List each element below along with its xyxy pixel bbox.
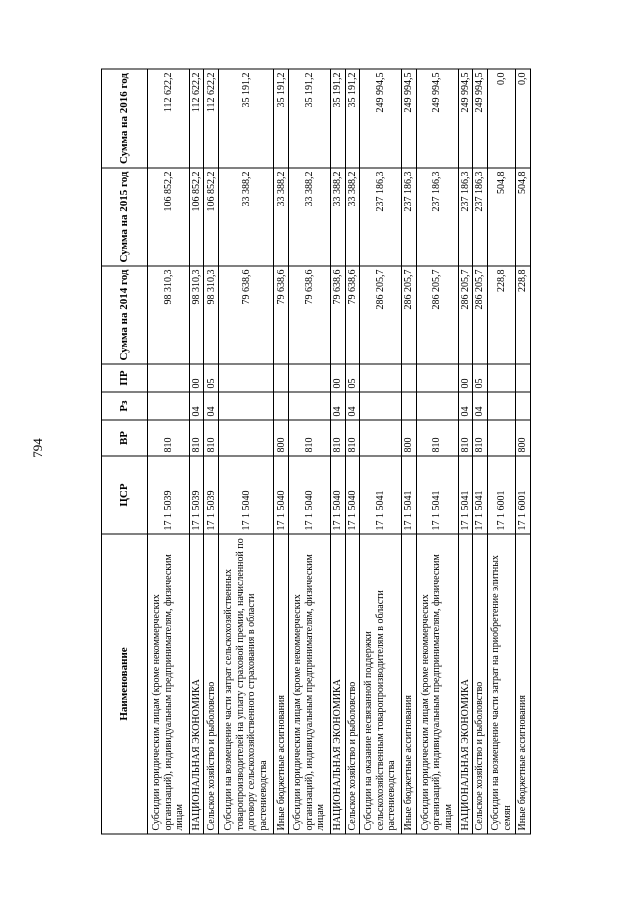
- cell-vr: 800: [274, 420, 289, 456]
- table-row: [189, 69, 204, 834]
- cell-csr: 17 1 5040: [345, 456, 360, 534]
- cell-name: Сельское хозяйство и рыболовство: [345, 534, 360, 834]
- cell-csr: 17 1 6001: [487, 456, 515, 534]
- cell-sum-2016: 0,0: [516, 69, 531, 168]
- cell-sum-2015: 106 852,2: [148, 168, 190, 266]
- cell-sum-2014: 79 638,6: [289, 266, 331, 364]
- cell-sum-2015: 504,8: [516, 168, 531, 266]
- cell-sum-2016: 112 622,2: [204, 69, 219, 168]
- cell-rz: [516, 392, 531, 420]
- cell-sum-2015: 237 186,3: [458, 168, 473, 266]
- cell-rz: [148, 392, 190, 420]
- cell-sum-2015: 33 388,2: [289, 168, 331, 266]
- cell-sum-2015: 237 186,3: [360, 168, 402, 266]
- cell-rz: 04: [189, 392, 204, 420]
- cell-rz: 04: [473, 392, 488, 420]
- cell-sum-2015: 237 186,3: [416, 168, 458, 266]
- table-row: [458, 69, 473, 834]
- cell-vr: [360, 420, 402, 456]
- cell-csr: 17 1 5041: [402, 456, 417, 534]
- cell-vr: [487, 420, 515, 456]
- cell-vr: 800: [402, 420, 417, 456]
- header-sum-2015: Сумма на 2015 год: [102, 168, 148, 266]
- cell-sum-2016: 35 191,2: [345, 69, 360, 168]
- cell-csr: 17 1 5040: [219, 456, 274, 534]
- cell-rz: [487, 392, 515, 420]
- cell-vr: 810: [345, 420, 360, 456]
- cell-sum-2016: 249 994,5: [458, 69, 473, 168]
- cell-pr: 05: [345, 364, 360, 392]
- cell-pr: [274, 364, 289, 392]
- cell-sum-2016: 0,0: [487, 69, 515, 168]
- table-row: [345, 69, 360, 834]
- table-row: [402, 69, 417, 834]
- cell-sum-2015: 504,8: [487, 168, 515, 266]
- table-row: [416, 69, 458, 834]
- cell-csr: 17 1 5041: [473, 456, 488, 534]
- rotated-table-container: [101, 70, 531, 835]
- cell-name: Сельское хозяйство и рыболовство: [204, 534, 219, 834]
- cell-sum-2016: 249 994,5: [360, 69, 402, 168]
- cell-pr: [360, 364, 402, 392]
- table-row: [473, 69, 488, 834]
- cell-name: Субсидии на оказание несвязанной поддержки сельскохозяйственным товаропроизводителям в области растениеводства: [360, 534, 402, 834]
- cell-sum-2014: 79 638,6: [274, 266, 289, 364]
- cell-rz: 04: [330, 392, 345, 420]
- cell-name: Субсидии юридическим лицам (кроме некоммерческих организаций), индивидуальным предпринимателям, физическим лицам: [416, 534, 458, 834]
- cell-vr: 810: [289, 420, 331, 456]
- header-vr: ВР: [102, 420, 148, 456]
- header-pr: ПР: [102, 364, 148, 392]
- cell-vr: 800: [516, 420, 531, 456]
- cell-sum-2014: 98 310,3: [189, 266, 204, 364]
- header-csr: ЦСР: [102, 456, 148, 534]
- cell-name: Субсидии на возмещение части затрат на приобретение элитных семян: [487, 534, 515, 834]
- cell-rz: 04: [204, 392, 219, 420]
- cell-vr: 810: [330, 420, 345, 456]
- cell-pr: [516, 364, 531, 392]
- table-row: [274, 69, 289, 834]
- cell-pr: 00: [189, 364, 204, 392]
- cell-sum-2014: 286 205,7: [458, 266, 473, 364]
- cell-name: Субсидии на возмещение части затрат сельскохозяйственных товаропроизводителей на уплату страховой премии, начисленной по договору сельскохозяйственного страхования в области растениеводства: [219, 534, 274, 834]
- cell-rz: [416, 392, 458, 420]
- cell-sum-2014: 79 638,6: [330, 266, 345, 364]
- cell-sum-2015: 33 388,2: [274, 168, 289, 266]
- cell-vr: 810: [189, 420, 204, 456]
- cell-sum-2014: 228,8: [516, 266, 531, 364]
- table-row: [360, 69, 402, 834]
- cell-name: НАЦИОНАЛЬНАЯ ЭКОНОМИКА: [189, 534, 204, 834]
- cell-sum-2014: 286 205,7: [402, 266, 417, 364]
- cell-sum-2015: 237 186,3: [402, 168, 417, 266]
- table-row: [289, 69, 331, 834]
- cell-vr: 810: [204, 420, 219, 456]
- cell-vr: 810: [458, 420, 473, 456]
- cell-sum-2016: 35 191,2: [289, 69, 331, 168]
- cell-rz: [289, 392, 331, 420]
- cell-csr: 17 1 6001: [516, 456, 531, 534]
- cell-csr: 17 1 5039: [189, 456, 204, 534]
- table-row: [516, 69, 531, 834]
- cell-name: Иные бюджетные ассигнования: [516, 534, 531, 834]
- cell-vr: 810: [416, 420, 458, 456]
- cell-sum-2015: 106 852,2: [189, 168, 204, 266]
- budget-table: [101, 69, 531, 835]
- cell-rz: [274, 392, 289, 420]
- cell-sum-2015: 33 388,2: [219, 168, 274, 266]
- cell-csr: 17 1 5039: [148, 456, 190, 534]
- cell-name: Субсидии юридическим лицам (кроме некоммерческих организаций), индивидуальным предпринимателям, физическим лицам: [148, 534, 190, 834]
- cell-vr: [219, 420, 274, 456]
- table-row: [330, 69, 345, 834]
- table-row: [219, 69, 274, 834]
- cell-sum-2014: 79 638,6: [345, 266, 360, 364]
- cell-csr: 17 1 5040: [330, 456, 345, 534]
- cell-sum-2016: 35 191,2: [219, 69, 274, 168]
- table-row: [204, 69, 219, 834]
- cell-pr: [487, 364, 515, 392]
- cell-pr: 00: [330, 364, 345, 392]
- cell-name: НАЦИОНАЛЬНАЯ ЭКОНОМИКА: [330, 534, 345, 834]
- cell-name: Иные бюджетные ассигнования: [274, 534, 289, 834]
- table-header-row: [102, 69, 148, 834]
- cell-sum-2016: 35 191,2: [274, 69, 289, 168]
- cell-csr: 17 1 5040: [289, 456, 331, 534]
- page-number: 794: [30, 438, 45, 458]
- cell-name: НАЦИОНАЛЬНАЯ ЭКОНОМИКА: [458, 534, 473, 834]
- cell-sum-2014: 98 310,3: [148, 266, 190, 364]
- cell-vr: 810: [473, 420, 488, 456]
- table-body: [148, 69, 531, 834]
- cell-pr: [402, 364, 417, 392]
- cell-csr: 17 1 5039: [204, 456, 219, 534]
- cell-sum-2014: 79 638,6: [219, 266, 274, 364]
- cell-sum-2014: 98 310,3: [204, 266, 219, 364]
- cell-name: Сельское хозяйство и рыболовство: [473, 534, 488, 834]
- cell-sum-2016: 112 622,2: [189, 69, 204, 168]
- cell-name: Субсидии юридическим лицам (кроме некоммерческих организаций), индивидуальным предпринимателям, физическим лицам: [289, 534, 331, 834]
- cell-pr: [219, 364, 274, 392]
- header-name: Наименование: [102, 534, 148, 834]
- cell-rz: 04: [458, 392, 473, 420]
- cell-sum-2014: 286 205,7: [416, 266, 458, 364]
- cell-sum-2015: 33 388,2: [330, 168, 345, 266]
- cell-csr: 17 1 5041: [458, 456, 473, 534]
- cell-sum-2015: 33 388,2: [345, 168, 360, 266]
- cell-pr: 05: [204, 364, 219, 392]
- cell-rz: [360, 392, 402, 420]
- cell-pr: [148, 364, 190, 392]
- header-rz: Рз: [102, 392, 148, 420]
- cell-csr: 17 1 5040: [274, 456, 289, 534]
- cell-pr: [416, 364, 458, 392]
- cell-csr: 17 1 5041: [416, 456, 458, 534]
- cell-rz: [402, 392, 417, 420]
- cell-sum-2014: 286 205,7: [360, 266, 402, 364]
- cell-sum-2016: 249 994,5: [402, 69, 417, 168]
- cell-vr: 810: [148, 420, 190, 456]
- cell-sum-2015: 106 852,2: [204, 168, 219, 266]
- cell-sum-2016: 249 994,5: [416, 69, 458, 168]
- cell-sum-2016: 35 191,2: [330, 69, 345, 168]
- cell-pr: 05: [473, 364, 488, 392]
- header-sum-2014: Сумма на 2014 год: [102, 266, 148, 364]
- cell-sum-2015: 237 186,3: [473, 168, 488, 266]
- cell-sum-2016: 249 994,5: [473, 69, 488, 168]
- cell-sum-2014: 228,8: [487, 266, 515, 364]
- cell-sum-2016: 112 622,2: [148, 69, 190, 168]
- cell-name: Иные бюджетные ассигнования: [402, 534, 417, 834]
- table-row: [148, 69, 190, 834]
- table-row: [487, 69, 515, 834]
- cell-csr: 17 1 5041: [360, 456, 402, 534]
- cell-sum-2014: 286 205,7: [473, 266, 488, 364]
- header-sum-2016: Сумма на 2016 год: [102, 69, 148, 168]
- cell-rz: [219, 392, 274, 420]
- cell-rz: 04: [345, 392, 360, 420]
- cell-pr: 00: [458, 364, 473, 392]
- cell-pr: [289, 364, 331, 392]
